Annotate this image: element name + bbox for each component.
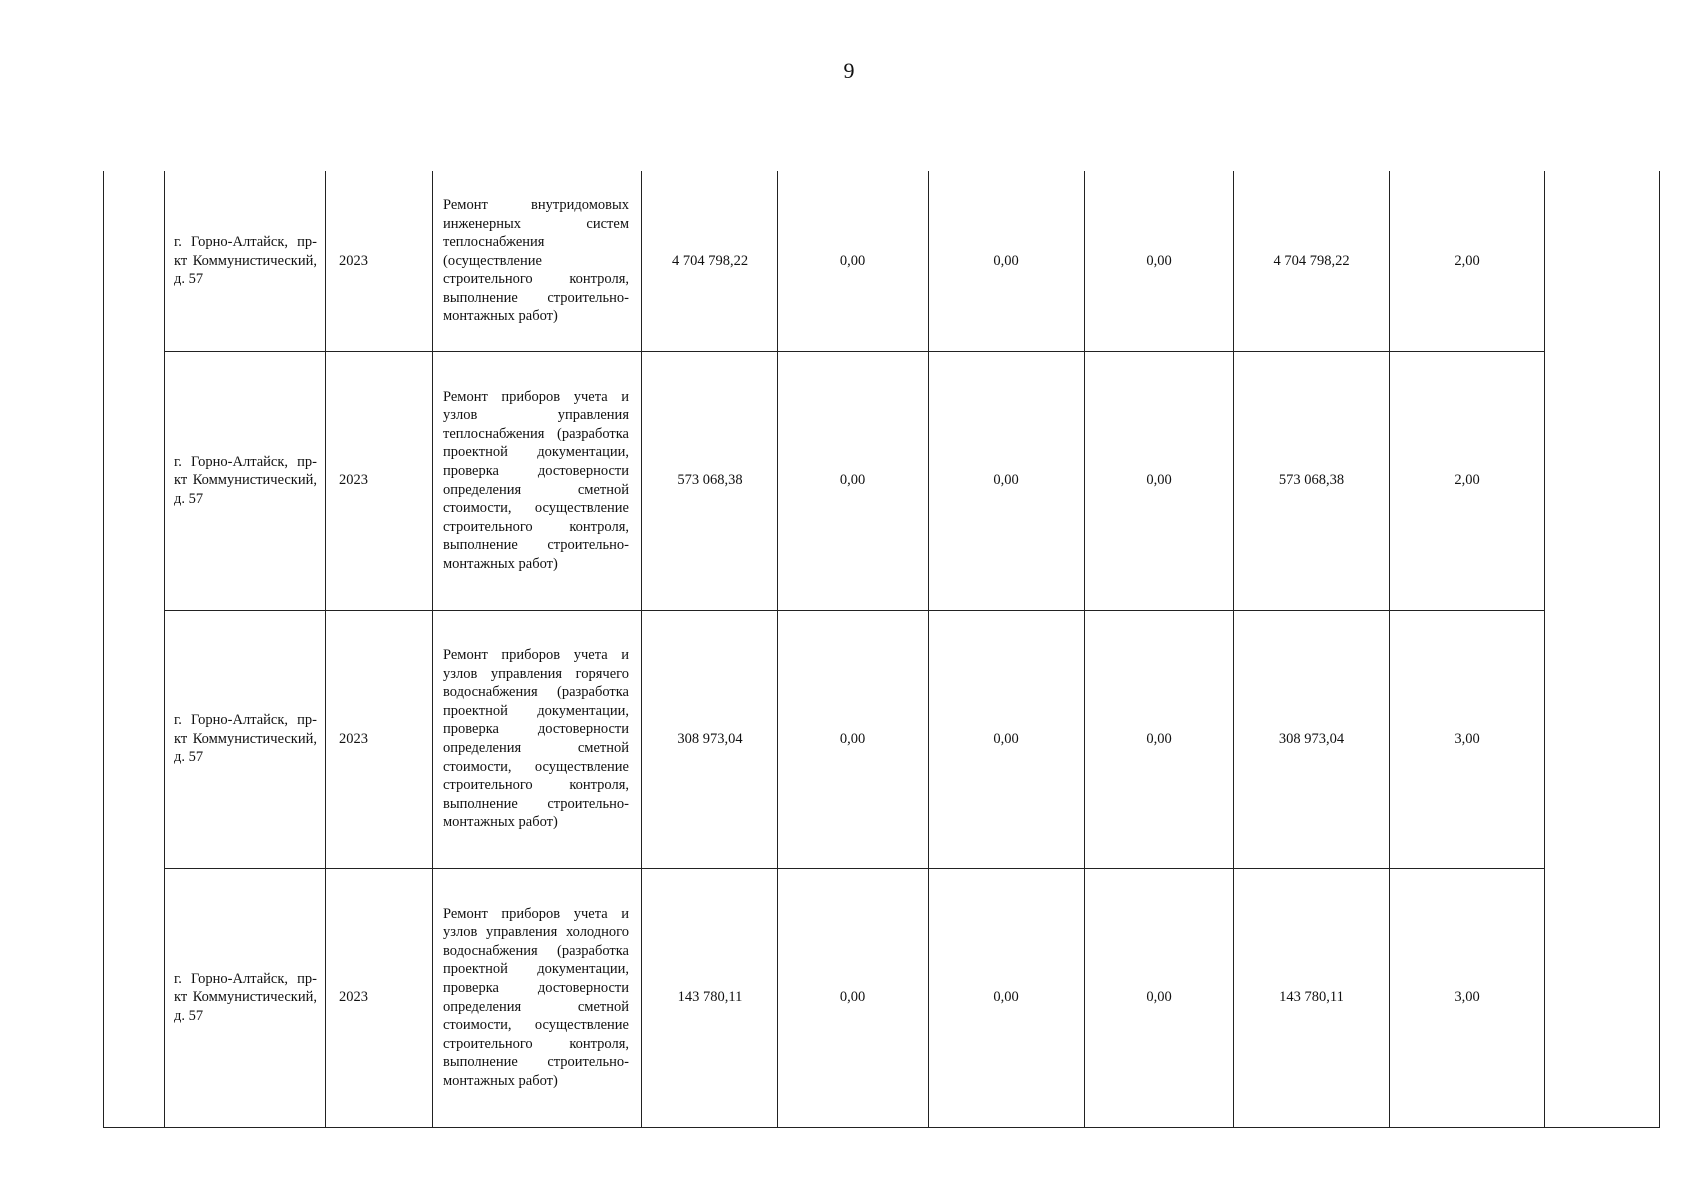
funding-cell: 0,00 xyxy=(993,252,1019,269)
funding-cell: 143 780,11 xyxy=(1279,989,1344,1006)
funding-cell: 0,00 xyxy=(993,989,1019,1006)
year-cell: 2023 xyxy=(339,252,368,269)
year-cell: 2023 xyxy=(339,472,368,489)
rate-cell: 3,00 xyxy=(1454,989,1480,1006)
table-row xyxy=(164,868,1545,1127)
funding-cell: 0,00 xyxy=(993,730,1019,747)
address-cell: г. Горно-Алтайск, пр-кт Коммунистический, д. 57 xyxy=(174,712,317,766)
total-cost-cell: 308 973,04 xyxy=(677,730,743,747)
funding-cell: 0,00 xyxy=(1146,730,1172,747)
funding-cell: 0,00 xyxy=(1146,989,1172,1006)
funding-cell: 0,00 xyxy=(839,989,866,1006)
rate-cell: 2,00 xyxy=(1454,252,1480,269)
funding-cell: 0,00 xyxy=(839,252,866,269)
description-text: Ремонт внутридомовых инженерных систем теплоснабжения (осуществление строительного контроля, выполнение строительно-монтажных работ) xyxy=(443,196,629,325)
page-number: 9 xyxy=(843,58,855,83)
total-cost-cell: 4 704 798,22 xyxy=(671,252,749,269)
table-row xyxy=(164,610,1545,868)
table-border-left xyxy=(103,171,104,1128)
description-cell xyxy=(443,171,629,351)
table-row xyxy=(164,351,1545,610)
rate-cell: 3,00 xyxy=(1454,730,1480,747)
address-cell: г. Горно-Алтайск, пр-кт Коммунистический, д. 57 xyxy=(174,970,317,1024)
funding-cell: 4 704 798,22 xyxy=(1273,252,1350,269)
total-cost-cell: 143 780,11 xyxy=(677,989,743,1006)
rate-cell: 2,00 xyxy=(1454,472,1480,489)
table-border-right xyxy=(1659,171,1660,1128)
address-cell: г. Горно-Алтайск, пр-кт Коммунистический, д. 57 xyxy=(174,453,317,507)
total-cost-cell: 573 068,38 xyxy=(677,472,743,489)
funding-cell: 573 068,38 xyxy=(1278,472,1345,489)
description-cell xyxy=(443,868,629,1127)
funding-cell: 0,00 xyxy=(993,472,1019,489)
description-text: Ремонт приборов учета и узлов управления холодного водоснабжения (разработка проектной документации, проверка достоверности определения сметной стоимости, осуществление строительного контроля, выполнение строительно-монтажных работ) xyxy=(443,905,629,1089)
description-cell xyxy=(443,610,629,868)
works-table xyxy=(103,171,1660,1128)
table-row xyxy=(164,171,1545,351)
description-text: Ремонт приборов учета и узлов управления теплоснабжения (разработка проектной документации, проверка достоверности определения сметной стоимости, осуществление строительного контроля, выполнение строительно-монтажных работ) xyxy=(443,388,629,572)
description-cell xyxy=(443,351,629,610)
year-cell: 2023 xyxy=(339,989,368,1006)
funding-cell: 0,00 xyxy=(1146,472,1172,489)
funding-cell: 308 973,04 xyxy=(1278,730,1345,747)
description-text: Ремонт приборов учета и узлов управления горячего водоснабжения (разработка проектной документации, проверка достоверности определения сметной стоимости, осуществление строительного контроля, выполнение строительно-монтажных работ) xyxy=(443,647,629,831)
funding-cell: 0,00 xyxy=(839,472,866,489)
funding-cell: 0,00 xyxy=(1146,252,1172,269)
funding-cell: 0,00 xyxy=(839,730,866,747)
year-cell: 2023 xyxy=(339,730,368,747)
address-cell: г. Горно-Алтайск, пр-кт Коммунистический, д. 57 xyxy=(174,234,317,288)
table-border-bottom xyxy=(103,1127,1660,1128)
